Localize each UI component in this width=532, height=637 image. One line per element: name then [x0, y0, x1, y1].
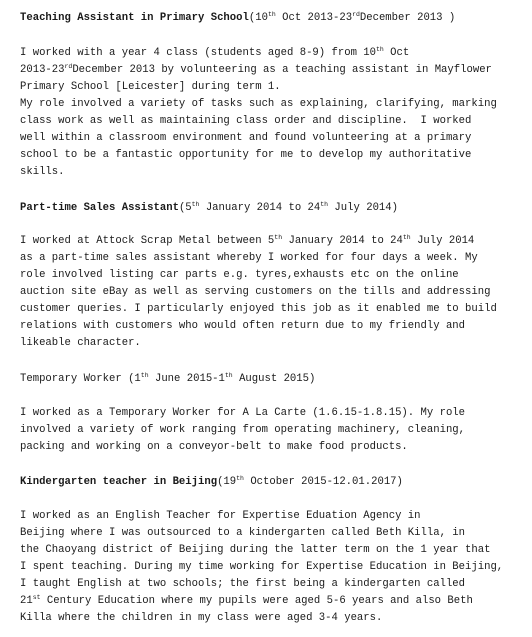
section-heading [20, 474, 516, 491]
experience-kindergarten-teacher [20, 474, 516, 491]
section-heading [20, 200, 516, 217]
paragraph: I worked with a year 4 class (students aged 8-9) from 10th Oct 2013-23rdDecember 2013 by volunteering as a teaching assistant in Mayflower Primary School [Leicester] during term 1. [20, 46, 492, 93]
job-title: Teaching Assistant in Primary School [20, 12, 249, 24]
paragraph: I worked as an English Teacher for Expertise Eduation Agency in Beijing where I was outsourced to a kindergarten called Beth Killa, in the Chaoyang district of Beijing during the latter term on the 1 year that I spent teaching. During my time working for Expertise Education in Beijing, I taught English at two schools; the first being a kindergarten called 21st Century Education where my pupils were aged 5-6 years and also Beth Killa where the children in my class were aged 3-4 years. [20, 510, 504, 624]
ordinal-suffix: st [32, 594, 41, 601]
experience-temporary-worker-body [20, 405, 516, 456]
experience-sales-assistant-body [20, 233, 516, 352]
section-heading [20, 371, 516, 388]
experience-sales-assistant [20, 200, 516, 217]
ordinal-suffix: th [267, 11, 276, 18]
ordinal-suffix: th [376, 46, 384, 53]
job-dates: (5th January 2014 to 24th July 2014) [178, 201, 399, 214]
paragraph: I worked at Attock Scrap Metal between 5th January 2014 to 24th July 2014 as a part-time sales assistant whereby I worked for four days a week. My role involved listing car parts e.g. tyres,exhausts etc on the online auction site eBay as well as serving customers on the tills and addressing customer queries. I particularly enjoyed this job as it enabled me to build relations with customers who would often return due to my friendly and likeable character. [20, 234, 497, 349]
ordinal-suffix: th [191, 201, 200, 208]
ordinal-suffix: rd [352, 11, 360, 18]
ordinal-suffix: th [402, 234, 411, 241]
ordinal-suffix: th [236, 475, 244, 482]
job-title: Temporary Worker [20, 373, 122, 385]
job-dates: (19th October 2015-12.01.2017) [217, 475, 403, 488]
experience-teaching-assistant [20, 10, 516, 27]
section-heading [20, 10, 516, 27]
experience-kindergarten-teacher-body [20, 508, 516, 627]
paragraph: My role involved a variety of tasks such as explaining, clarifying, marking class work as well as maintaining class order and discipline. I worked well within a classroom environment and found volunteering at a primary school to be a fantastic opportunity for me to develop my authoritative skills. [20, 98, 497, 178]
paragraph: I worked as a Temporary Worker for A La Carte (1.6.15-1.8.15). My role involved a variety of work ranging from operating machinery, cleaning, packing and working on a conveyor-belt to make food products. [20, 407, 466, 453]
job-dates: (1th June 2015-1th August 2015) [128, 372, 316, 385]
job-title: Part-time Sales Assistant [20, 202, 179, 214]
ordinal-suffix: th [224, 372, 233, 379]
ordinal-suffix: th [140, 372, 149, 379]
job-dates: (10th Oct 2013-23rdDecember 2013 ) [248, 11, 456, 24]
ordinal-suffix: th [320, 201, 329, 208]
ordinal-suffix: rd [64, 63, 73, 70]
experience-teaching-assistant-body [20, 45, 516, 181]
ordinal-suffix: th [274, 234, 283, 241]
experience-temporary-worker [20, 371, 516, 388]
job-title: Kindergarten teacher in Beijing [20, 476, 218, 488]
